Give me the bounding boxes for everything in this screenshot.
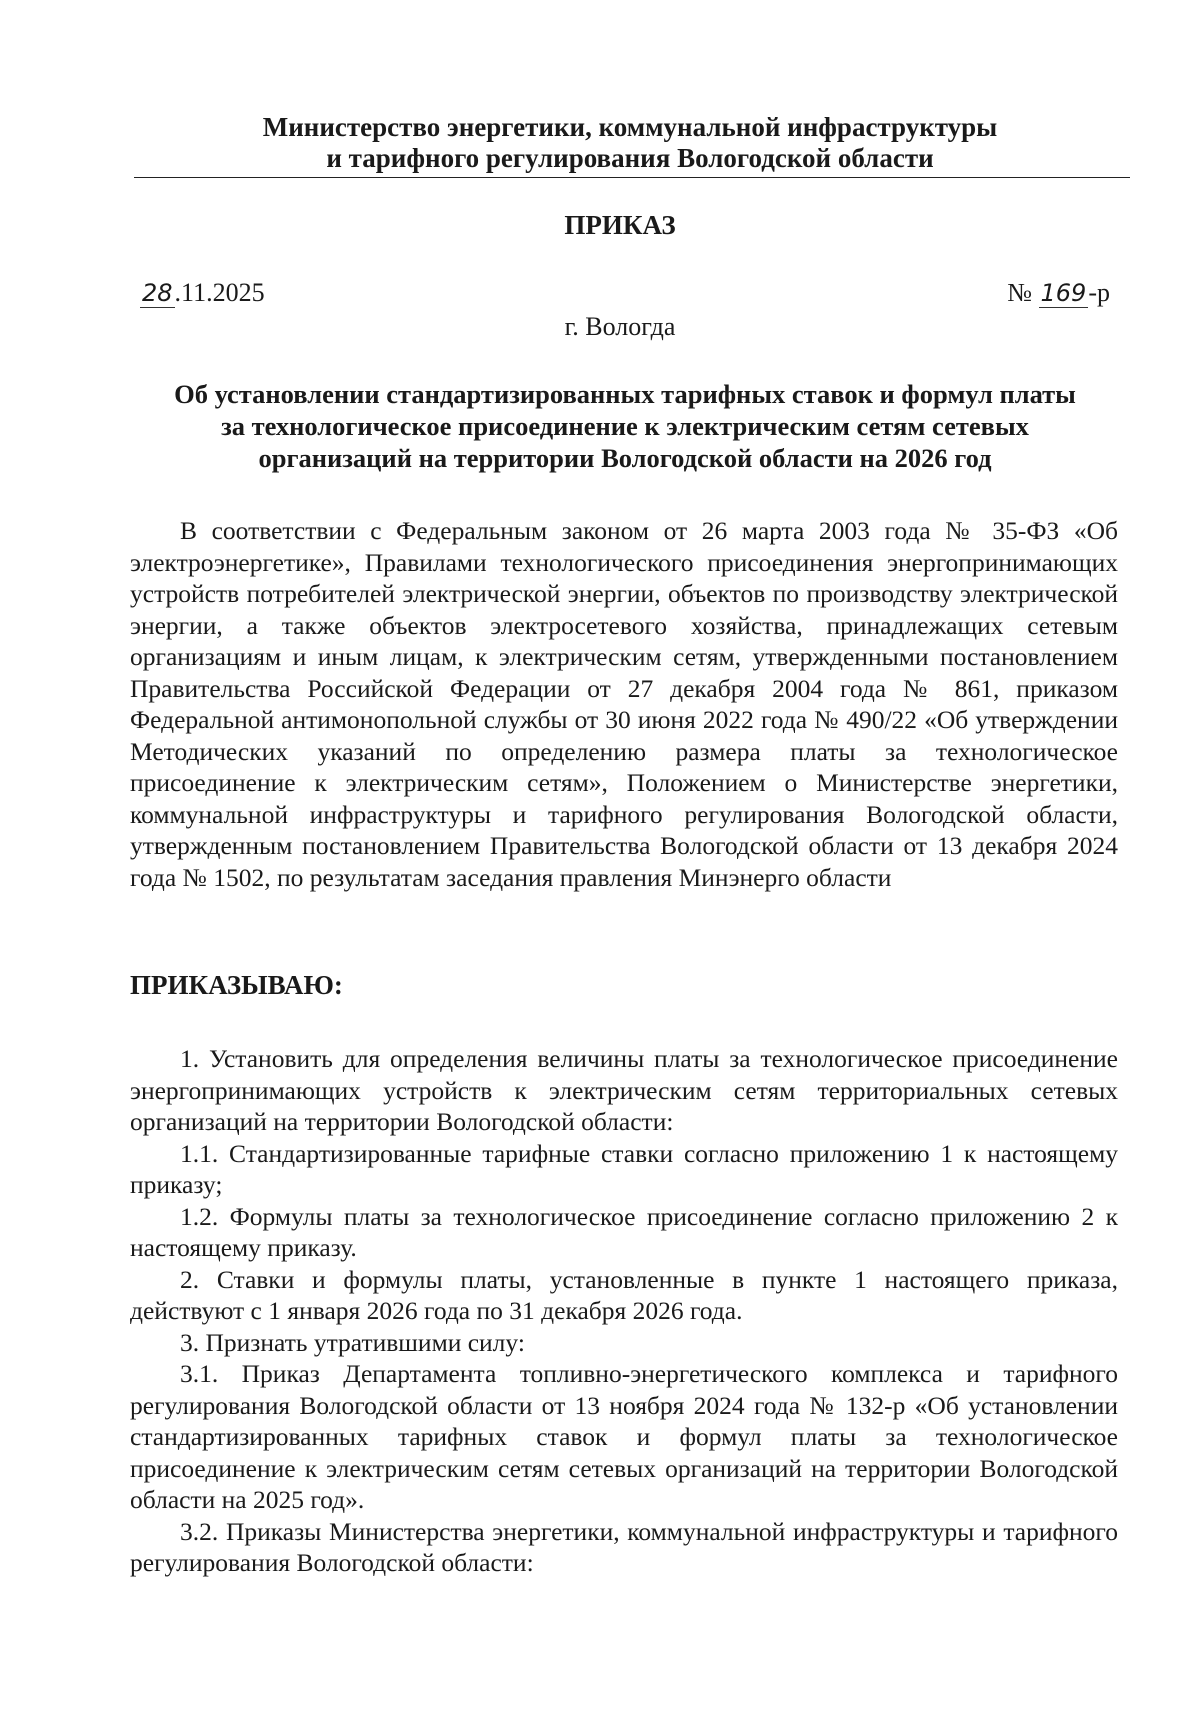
- item-3: 3. Признать утратившими силу:: [180, 1327, 525, 1357]
- document-title: [130, 378, 1120, 474]
- header-divider: [134, 177, 1130, 178]
- item-1-2: 1.2. Формулы платы за технологическое присоединение согласно приложению 2 к настоящему приказу.: [130, 1201, 1118, 1262]
- number-suffix: -р: [1088, 278, 1110, 307]
- number-prefix: №: [1007, 278, 1039, 307]
- title-line-1: Об установлении стандартизированных тарифных ставок и формул платы: [174, 379, 1076, 409]
- item-1-1: 1.1. Стандартизированные тарифные ставки согласно приложению 1 к настоящему приказу;: [130, 1138, 1118, 1199]
- title-line-2: за технологическое присоединение к электрическим сетям сетевых: [221, 411, 1029, 441]
- document-date: [140, 278, 265, 308]
- decree-items: [130, 1043, 1118, 1579]
- ministry-header-line-1: Министерство энергетики, коммунальной инфраструктуры: [262, 112, 998, 142]
- title-line-3: организаций на территории Вологодской области на 2026 год: [258, 443, 992, 473]
- preamble-paragraph: В соответствии с Федеральным законом от 26 марта 2003 года № 35-ФЗ «Об электроэнергетике», Правилами технологического присоединения энергопринимающих устройств потребителей электрической энергии, объектов по производству электрической энергии, а также объектов электросетевого хозяйства, принадлежащих сетевым организациям и иным лицам, к электрическим сетям, утвержденными постановлением Правительства Российской Федерации от 27 декабря 2004 года № 861, приказом Федеральной антимонопольной службы от 30 июня 2022 года № 490/22 «Об утверждении Методических указаний по определению размера платы за технологическое присоединение к электрическим сетям», Положением о Министерстве энергетики, коммунальной инфраструктуры и тарифного регулирования Вологодской области, утвержденным постановлением Правительства Вологодской области от 13 декабря 2024 года № 1502, по результатам заседания правления Минэнерго области: [130, 516, 1118, 892]
- item-2: 2. Ставки и формулы платы, установленные в пункте 1 настоящего приказа, действуют с 1 января 2026 года по 31 декабря 2026 года.: [130, 1264, 1118, 1325]
- date-rest: .11.2025: [174, 278, 265, 307]
- date-day-handwritten: 28: [142, 279, 173, 307]
- document-number: [1007, 278, 1110, 308]
- number-handwritten: 169: [1040, 279, 1087, 307]
- item-3-2: 3.2. Приказы Министерства энергетики, коммунальной инфраструктуры и тарифного регулирования Вологодской области:: [130, 1516, 1118, 1577]
- decree-word: ПРИКАЗЫВАЮ:: [130, 970, 343, 1000]
- document-type: ПРИКАЗ: [564, 210, 676, 240]
- ministry-header: [130, 112, 1130, 174]
- item-3-1: 3.1. Приказ Департамента топливно-энергетического комплекса и тарифного регулирования Вологодской области от 13 ноября 2024 года № 132-р «Об установлении стандартизированных тарифных ставок и формул платы за технологическое присоединение к электрическим сетям сетевых организаций на территории Вологодской области на 2025 год».: [130, 1359, 1118, 1514]
- document-city: г. Вологда: [564, 312, 676, 341]
- ministry-header-line-2: и тарифного регулирования Вологодской области: [326, 143, 934, 173]
- item-1: 1. Установить для определения величины платы за технологическое присоединение энергопринимающих устройств к электрическим сетям территориальных сетевых организаций на территории Вологодской области:: [130, 1044, 1118, 1136]
